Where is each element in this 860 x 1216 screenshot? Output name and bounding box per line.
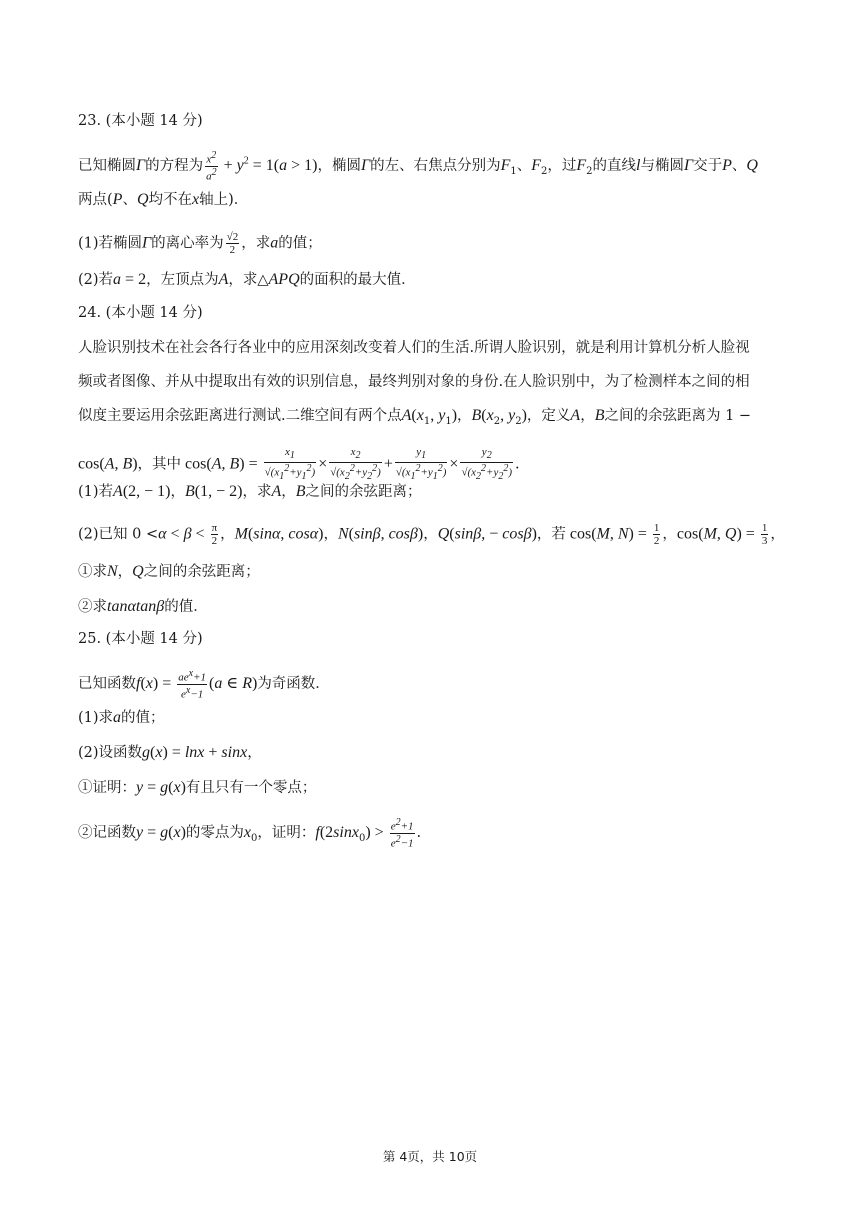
q24-text-line2: 频或者图像、并从中提取出有效的识别信息，最终判别对象的身份.在人脸识别中，为了检测样本之间的相 xyxy=(78,374,750,390)
q24-header: 24. (本小题 14 分) xyxy=(78,305,203,321)
q25-header: 25. (本小题 14 分) xyxy=(78,631,203,647)
q25-stem: 已知函数f(x) = $\frac{ae^x+1}{e^x-1}$ (a ∈ R)为奇函数． xyxy=(78,668,330,701)
q23-stem-line1: 已知椭圆Γ的方程为 $\frac{x^2}{a^2}$ + $y^2 = 1(a > 1)$，椭圆Γ的左、右焦点分别为$F_1$、$F_2$，过$F_2$的直线l与椭圆Γ交于P、Q xyxy=(78,150,758,183)
q24-sub1: ①求N，Q之间的余弦距离； xyxy=(78,563,260,580)
q23-header: 23. (本小题 14 分) xyxy=(78,113,203,129)
q25-sub2: ②记函数y = g(x)的零点为$x_0$，证明：f(2sinx$_0$) > $\frac{e^2+1}{e^2-1}$ . xyxy=(78,817,422,850)
q25-sub1: ①证明：y = g(x)有且只有一个零点； xyxy=(78,779,317,796)
q23-stem-line2: 两点(P、Q均不在x轴上)． xyxy=(78,191,249,208)
q23-part1: (1)若椭圆Γ的离心率为 $\frac{√2}{2}$ ，求a的值； xyxy=(78,231,322,256)
q24-text-line4: cos(A, B)，其中 cos(A, B) = $\frac{x_1}{√(x_1^2+y_1^2)}$ × $\frac{x_2}{√(x_2^2+y_2^2)}$ + $\frac{y_1}{√(x_1^2+y_1^2)}$ × $\frac{y_2}{√(x_2^2+y_2^2)}$ . xyxy=(78,446,520,483)
q24-text-line3: 似度主要运用余弦距离进行测试.二维空间有两个点$A(x_1$, $y_1$)，$B(x_2$, $y_2$)，定义A，B之间的余弦距离为 1 − xyxy=(78,407,752,427)
q25-part1: (1)求a的值； xyxy=(78,709,165,726)
q25-part2: (2)设函数g(x) = lnx + sinx， xyxy=(78,744,262,761)
q24-part2: (2)已知 0 <α < β < $\frac{\pi}{2}$ ，M(sinα, cosα)，N(sinβ, cosβ)，Q(sinβ, − cosβ)，若 cos(M, N) = $\frac{1}{2}$ ，cos(M, Q) = $\frac{1}{3}$ ， xyxy=(78,522,785,547)
q24-part1: (1)若A(2, − 1)，B(1, − 2)，求A，B之间的余弦距离； xyxy=(78,483,422,500)
q23-part2: (2)若a = 2，左顶点为A，求△APQ的面积的最大值． xyxy=(78,271,416,288)
q24-sub2: ②求tanαtanβ的值． xyxy=(78,598,208,615)
q24-text-line1: 人脸识别技术在社会各行各业中的应用深刻改变着人们的生活.所谓人脸识别，就是利用计算机分析人脸视 xyxy=(78,340,750,356)
page-footer: 第 4页，共 10页 xyxy=(382,1149,478,1164)
